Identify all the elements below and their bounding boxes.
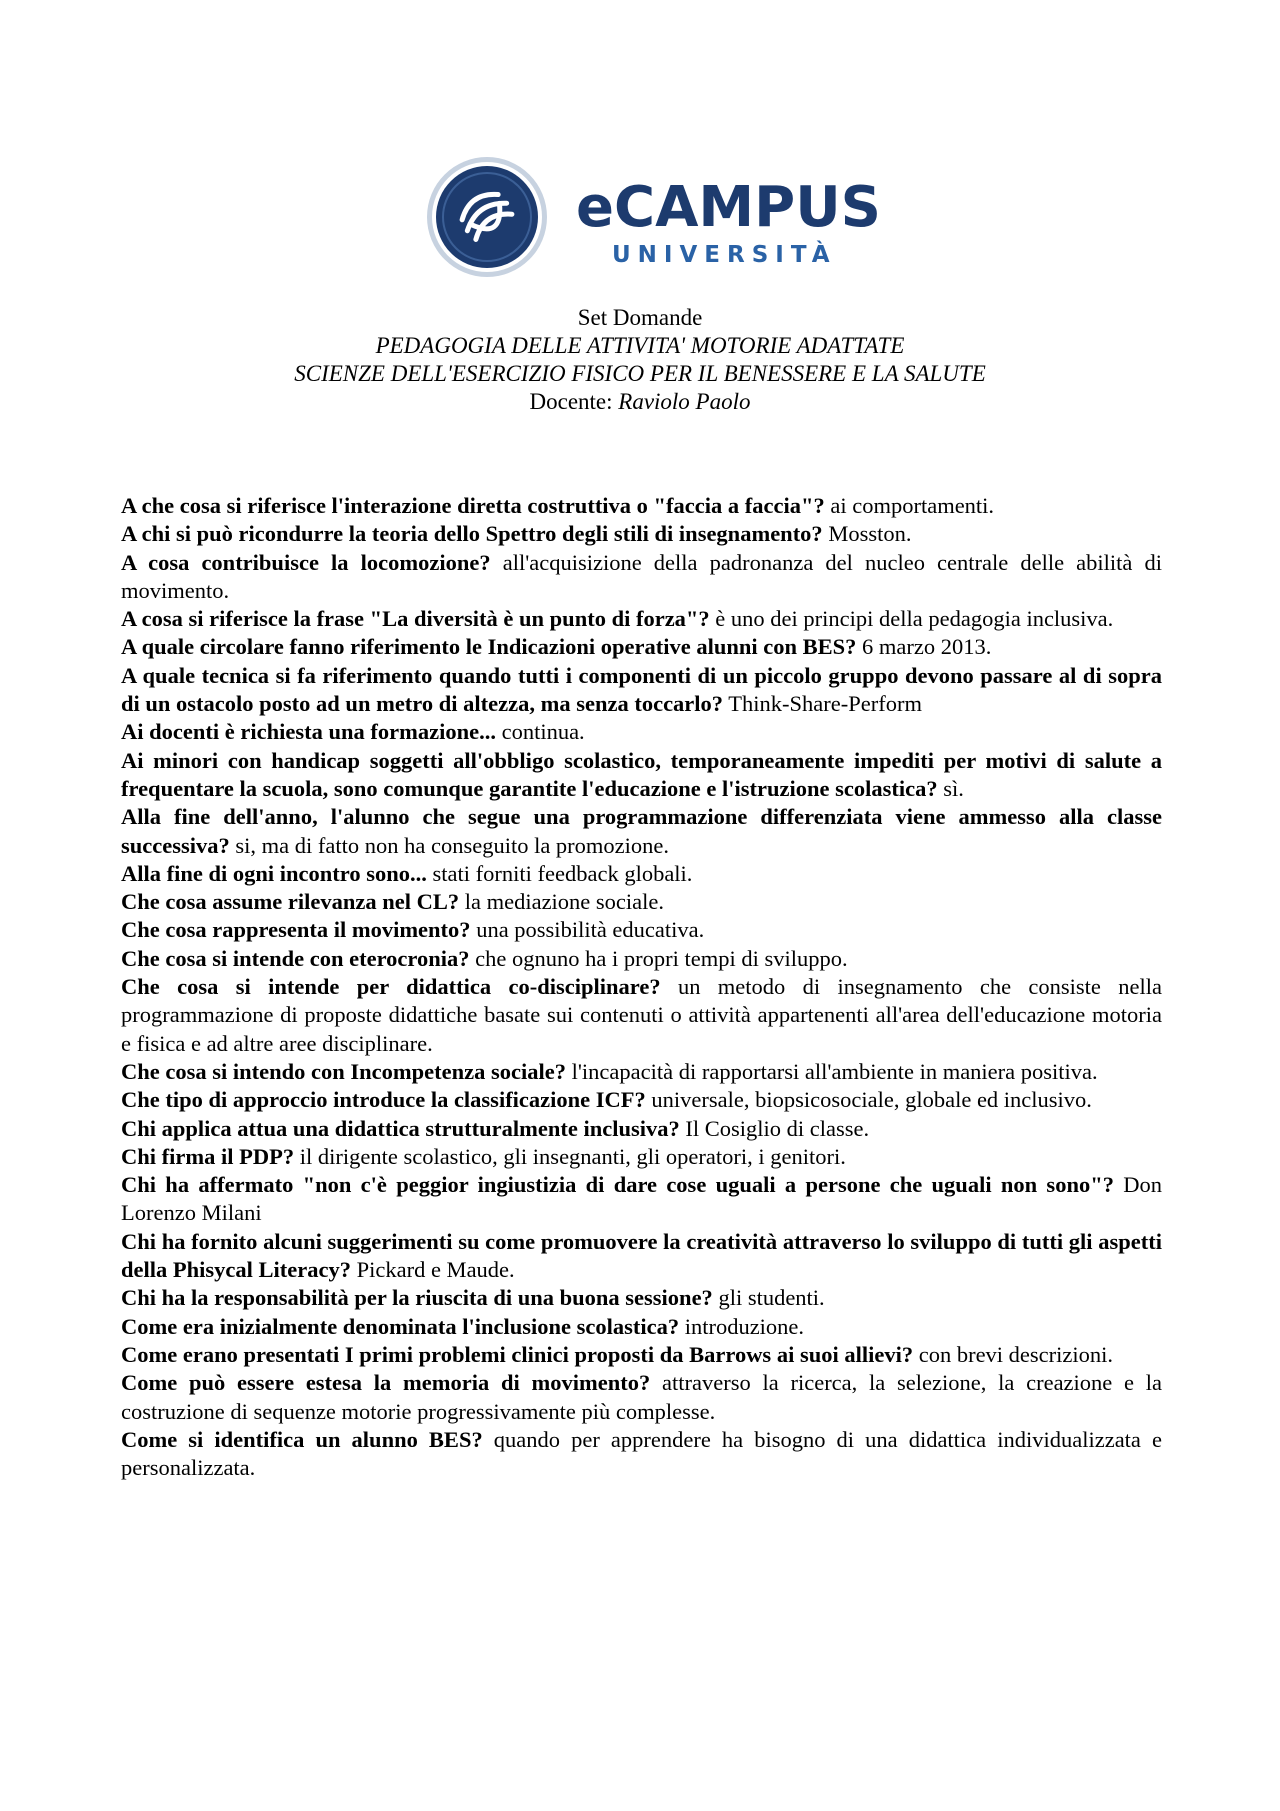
question-text: Che cosa si intende con eterocronia? — [121, 945, 470, 971]
question-item — [121, 1426, 1162, 1483]
answer-text: gli studenti. — [718, 1285, 825, 1311]
brand-name: eCAMPUS — [576, 175, 881, 240]
question-text: Alla fine di ogni incontro sono... — [121, 860, 427, 886]
answer-text: è uno dei principi della pedagogia inclusiva. — [715, 606, 1114, 632]
question-text: A quale tecnica si fa riferimento quando tutti i componenti di un piccolo gruppo devono passare al di sopra di un ostacolo posto ad un metro di altezza, ma senza toccarlo? — [121, 662, 1162, 717]
question-item — [121, 1284, 1162, 1312]
set-label: Set Domande — [577, 305, 703, 330]
answer-text: attraverso la ricerca, la selezione, la creazione e la costruzione di sequenze motorie progressivamente più complesse. — [121, 1370, 1163, 1424]
course-title: PEDAGOGIA DELLE ATTIVITA' MOTORIE ADATTATE — [375, 333, 905, 358]
answer-text: 6 marzo 2013. — [862, 634, 992, 660]
question-item — [121, 1228, 1162, 1285]
question-item — [121, 888, 1162, 916]
brand-wordmark — [576, 175, 881, 275]
answer-text: un metodo di insegnamento che consiste nella programmazione di proposte didattiche basate sui contenuti o attività appartenenti all'area dell'educazione motoria e fisica e ad altre aree disciplinare. — [121, 974, 1162, 1056]
question-text: Come può essere estesa la memoria di movimento? — [121, 1370, 651, 1396]
question-item — [121, 916, 1162, 944]
question-text: A cosa si riferisce la frase "La diversità è un punto di forza"? — [121, 606, 710, 632]
answer-text: una possibilità educativa. — [476, 917, 705, 943]
question-item — [121, 1143, 1162, 1171]
answer-text: Mosston. — [828, 521, 912, 547]
question-text: A quale circolare fanno riferimento le Indicazioni operative alunni con BES? — [121, 634, 857, 660]
question-item — [121, 747, 1162, 804]
question-item — [121, 1341, 1162, 1369]
answer-text: Il Cosiglio di classe. — [685, 1115, 870, 1141]
question-item — [121, 549, 1162, 606]
question-item — [121, 1115, 1162, 1143]
question-text: Chi ha affermato "non c'è peggior ingiustizia di dare cose uguali a persone che uguali non sono"? — [121, 1172, 1114, 1198]
answer-text: ai comportamenti. — [830, 493, 995, 518]
answer-text: il dirigente scolastico, gli insegnanti, gli operatori, i genitori. — [299, 1143, 846, 1169]
question-item — [121, 492, 1162, 520]
question-text: Alla fine dell'anno, l'alunno che segue una programmazione differenziata viene ammesso alla classe successiva? — [121, 804, 1162, 858]
question-item — [121, 945, 1162, 973]
question-item — [121, 520, 1162, 548]
question-list — [121, 492, 1162, 1482]
question-item — [121, 1058, 1162, 1086]
answer-text: con brevi descrizioni. — [918, 1341, 1114, 1367]
question-item — [121, 1313, 1162, 1341]
question-item — [121, 1171, 1162, 1228]
question-text: Che cosa si intendo con Incompetenza sociale? — [121, 1058, 566, 1084]
answer-text: l'incapacità di rapportarsi all'ambiente in maniera positiva. — [571, 1058, 1098, 1084]
question-text: Come si identifica un alunno BES? — [121, 1426, 483, 1452]
teacher-name: Raviolo Paolo — [618, 389, 751, 414]
question-text: Chi ha la responsabilità per la riuscita di una buona sessione? — [121, 1285, 713, 1311]
answer-text: che ognuno ha i propri tempi di sviluppo. — [475, 945, 848, 971]
question-text: A chi si può ricondurre la teoria dello Spettro degli stili di insegnamento? — [121, 521, 823, 547]
question-text: Come erano presentati I primi problemi clinici proposti da Barrows ai suoi allievi? — [121, 1341, 914, 1367]
question-text: Ai minori con handicap soggetti all'obbligo scolastico, temporaneamente impediti per motivi di salute a frequentare la scuola, sono comunque garantite l'educazione e l'istruzione scolastica? — [121, 747, 1162, 801]
question-item — [121, 860, 1162, 888]
document-header — [120, 304, 1160, 416]
answer-text: all'acquisizione della padronanza del nucleo centrale delle abilità di movimento. — [121, 549, 1162, 603]
answer-text: universale, biopsicosociale, globale ed inclusivo. — [651, 1087, 1092, 1113]
answer-text: la mediazione sociale. — [464, 889, 665, 915]
answer-text: Think-Share-Perform — [728, 691, 922, 717]
question-text: Ai docenti è richiesta una formazione... — [121, 719, 496, 745]
answer-text: introduzione. — [684, 1313, 805, 1339]
university-logo — [0, 150, 1280, 280]
ecampus-seal-icon — [425, 155, 549, 279]
question-item — [121, 633, 1162, 661]
question-text: Che tipo di approccio introduce la classificazione ICF? — [121, 1087, 646, 1113]
answer-text: Pickard e Maude. — [356, 1257, 515, 1283]
answer-text: continua. — [501, 719, 585, 745]
answer-text: sì. — [943, 775, 964, 801]
question-item — [121, 1369, 1162, 1426]
question-text: A cosa contribuisce la locomozione? — [121, 549, 491, 575]
answer-text: stati forniti feedback globali. — [432, 860, 693, 886]
teacher-line — [120, 388, 1160, 416]
question-text: Che cosa si intende per didattica co-disciplinare? — [121, 974, 661, 1000]
question-text: Che cosa rappresenta il movimento? — [121, 917, 471, 943]
question-text: A che cosa si riferisce l'interazione diretta costruttiva o "faccia a faccia"? — [121, 493, 825, 518]
degree-title: SCIENZE DELL'ESERCIZIO FISICO PER IL BENESSERE E LA SALUTE — [294, 361, 986, 386]
question-item — [121, 605, 1162, 633]
answer-text: Don Lorenzo Milani — [121, 1172, 1162, 1226]
answer-text: si, ma di fatto non ha conseguito la promozione. — [235, 832, 670, 858]
question-text: Chi ha fornito alcuni suggerimenti su come promuovere la creatività attraverso lo sviluppo di tutti gli aspetti della Phisycal Literacy? — [121, 1228, 1162, 1283]
brand-subtitle: UNIVERSITÀ — [612, 242, 837, 268]
question-text: Come era inizialmente denominata l'inclusione scolastica? — [121, 1313, 680, 1339]
question-item — [121, 718, 1162, 746]
question-item — [121, 973, 1162, 1058]
question-text: Che cosa assume rilevanza nel CL? — [121, 889, 460, 915]
question-item — [121, 1086, 1162, 1114]
teacher-label: Docente: — [529, 389, 613, 414]
answer-text: quando per apprendere ha bisogno di una didattica individualizzata e personalizzata. — [121, 1426, 1162, 1481]
question-text: Chi applica attua una didattica strutturalmente inclusiva? — [121, 1115, 680, 1141]
question-item — [121, 803, 1162, 860]
question-item — [121, 662, 1162, 719]
question-text: Chi firma il PDP? — [121, 1143, 295, 1169]
